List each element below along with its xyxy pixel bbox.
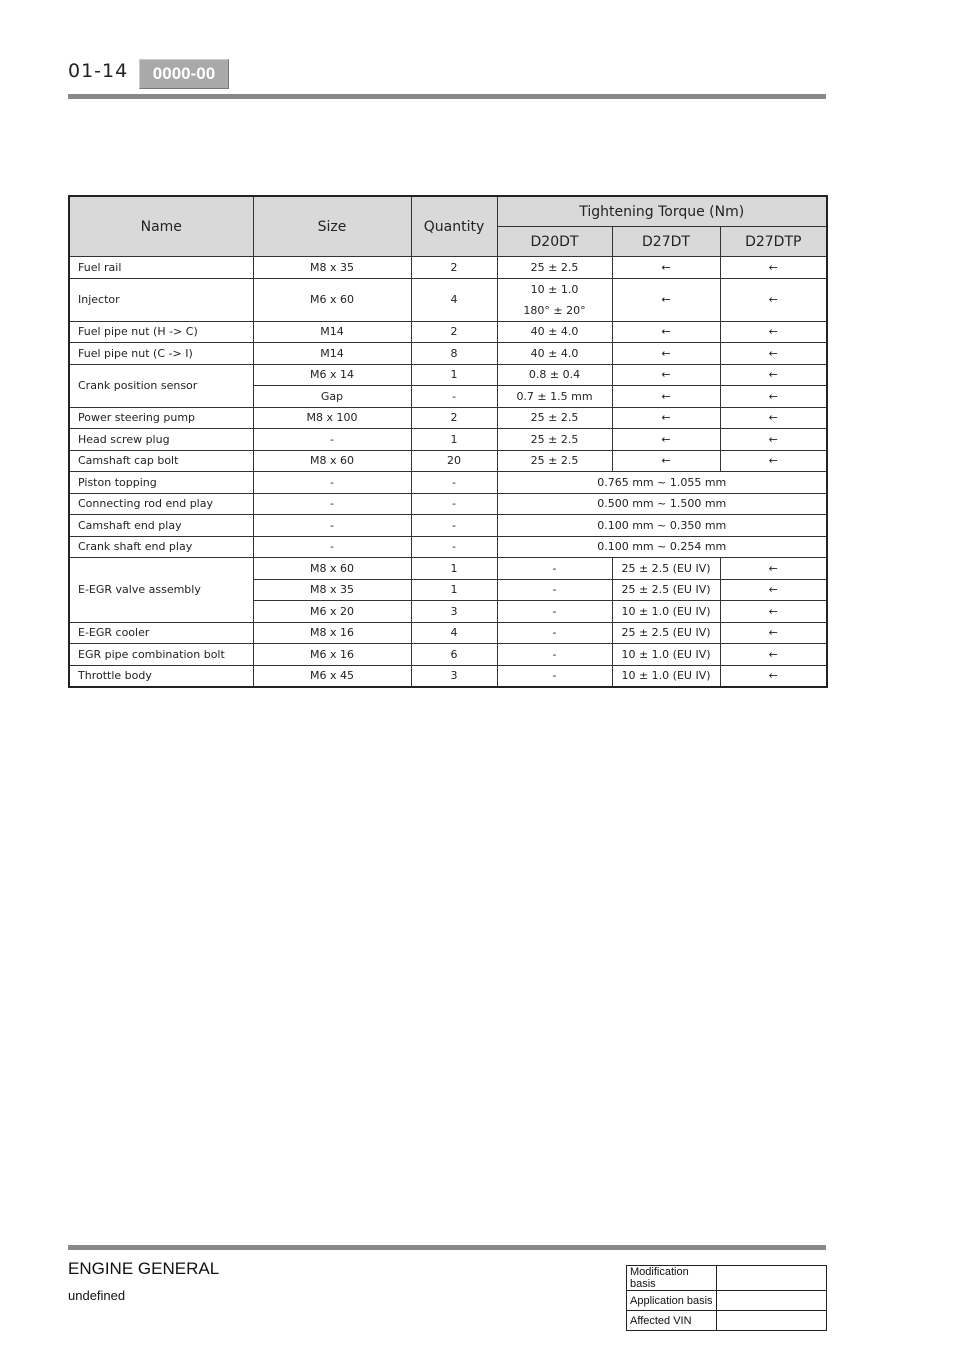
cell-quantity: 8: [411, 343, 497, 365]
application-basis-label: Application basis: [627, 1291, 717, 1311]
cell-size: M14: [253, 321, 411, 343]
cell-d20dt: -: [497, 622, 612, 644]
cell-d27dtp: ←: [720, 558, 827, 580]
table-row: [69, 644, 827, 666]
cell-size: M6 x 16: [253, 644, 411, 666]
cell-size: M8 x 100: [253, 407, 411, 429]
table-row: [69, 257, 827, 279]
table-row: [69, 622, 827, 644]
cell-d27dt: ←: [612, 429, 720, 451]
cell-d27dtp: ←: [720, 321, 827, 343]
cell-quantity: 2: [411, 407, 497, 429]
cell-name: EGR pipe combination bolt: [69, 644, 253, 666]
cell-d27dt: 10 ± 1.0 (EU IV): [612, 601, 720, 623]
cell-d20dt: 0.7 ± 1.5 mm: [497, 386, 612, 408]
cell-quantity: 1: [411, 429, 497, 451]
header-d27dtp: D27DTP: [720, 227, 827, 257]
cell-d27dt: ←: [612, 386, 720, 408]
header-d20dt: D20DT: [497, 227, 612, 257]
cell-d27dt: ←: [612, 364, 720, 386]
cell-d20dt: -: [497, 644, 612, 666]
cell-specification-range: 0.100 mm ~ 0.350 mm: [497, 515, 827, 537]
cell-d27dt: 10 ± 1.0 (EU IV): [612, 644, 720, 666]
cell-name: Injector: [69, 278, 253, 321]
cell-name: Fuel rail: [69, 257, 253, 279]
cell-quantity: 6: [411, 644, 497, 666]
table-row: [69, 364, 827, 386]
cell-quantity: 1: [411, 364, 497, 386]
cell-size: M8 x 35: [253, 579, 411, 601]
table-row: [69, 665, 827, 687]
cell-d27dt: 25 ± 2.5 (EU IV): [612, 579, 720, 601]
cell-d20dt: -: [497, 601, 612, 623]
table-row: [69, 536, 827, 558]
cell-size: M6 x 14: [253, 364, 411, 386]
cell-d20dt: 40 ± 4.0: [497, 343, 612, 365]
header-divider: [68, 94, 826, 99]
cell-d27dtp: ←: [720, 450, 827, 472]
affected-vin-value: [717, 1311, 827, 1331]
cell-size: M6 x 45: [253, 665, 411, 687]
cell-name: Head screw plug: [69, 429, 253, 451]
cell-size: -: [253, 429, 411, 451]
cell-specification-range: 0.100 mm ~ 0.254 mm: [497, 536, 827, 558]
cell-size: M6 x 20: [253, 601, 411, 623]
tightening-torque-table: [68, 195, 828, 688]
cell-size: M8 x 35: [253, 257, 411, 279]
table-row: [69, 278, 827, 321]
cell-d27dtp: ←: [720, 343, 827, 365]
cell-d20dt: 25 ± 2.5: [497, 429, 612, 451]
cell-name: Camshaft cap bolt: [69, 450, 253, 472]
cell-d20dt: -: [497, 558, 612, 580]
table-row: [69, 493, 827, 515]
cell-size: -: [253, 472, 411, 494]
table-row: [69, 407, 827, 429]
cell-specification-range: 0.500 mm ~ 1.500 mm: [497, 493, 827, 515]
cell-d27dtp: ←: [720, 364, 827, 386]
cell-d27dtp: ←: [720, 257, 827, 279]
cell-quantity: 4: [411, 278, 497, 321]
cell-d27dt: ←: [612, 343, 720, 365]
cell-d27dtp: ←: [720, 644, 827, 666]
cell-name: Camshaft end play: [69, 515, 253, 537]
cell-d27dt: ←: [612, 257, 720, 279]
cell-d20dt: 40 ± 4.0: [497, 321, 612, 343]
cell-d27dtp: ←: [720, 622, 827, 644]
cell-d27dt: ←: [612, 321, 720, 343]
cell-quantity: 2: [411, 321, 497, 343]
header-d27dt: D27DT: [612, 227, 720, 257]
table-row: [69, 429, 827, 451]
cell-d27dt: 10 ± 1.0 (EU IV): [612, 665, 720, 687]
cell-d27dt: ←: [612, 278, 720, 321]
header-name: Name: [69, 196, 253, 257]
cell-d27dt: 25 ± 2.5 (EU IV): [612, 558, 720, 580]
cell-d20dt: 25 ± 2.5: [497, 257, 612, 279]
cell-size: M8 x 60: [253, 558, 411, 580]
cell-name: Connecting rod end play: [69, 493, 253, 515]
cell-name: Crank shaft end play: [69, 536, 253, 558]
cell-d20dt: -: [497, 665, 612, 687]
cell-name: E-EGR cooler: [69, 622, 253, 644]
cell-name: Power steering pump: [69, 407, 253, 429]
torque-value: 10 ± 1.0: [530, 282, 579, 296]
table-row: [69, 450, 827, 472]
cell-size: -: [253, 536, 411, 558]
header-quantity: Quantity: [411, 196, 497, 257]
table-row: [69, 515, 827, 537]
cell-d20dt: -: [497, 579, 612, 601]
table-row: [69, 321, 827, 343]
cell-size: -: [253, 515, 411, 537]
cell-d20dt: 0.8 ± 0.4: [497, 364, 612, 386]
table-row: [69, 343, 827, 365]
cell-size: M14: [253, 343, 411, 365]
cell-quantity: 4: [411, 622, 497, 644]
cell-name: Throttle body: [69, 665, 253, 687]
cell-size: -: [253, 493, 411, 515]
cell-quantity: 2: [411, 257, 497, 279]
header-tightening-torque: Tightening Torque (Nm): [497, 196, 827, 227]
cell-quantity: -: [411, 515, 497, 537]
angle-value: 180° ± 20°: [523, 303, 586, 317]
table-row: [69, 472, 827, 494]
footer-divider: [68, 1245, 826, 1250]
cell-quantity: 3: [411, 665, 497, 687]
cell-d27dt: ←: [612, 450, 720, 472]
cell-name: Fuel pipe nut (C -> I): [69, 343, 253, 365]
cell-d27dtp: ←: [720, 665, 827, 687]
table-row: [69, 558, 827, 580]
cell-name: Fuel pipe nut (H -> C): [69, 321, 253, 343]
cell-name: E-EGR valve assembly: [69, 558, 253, 623]
cell-d20dt: 25 ± 2.5: [497, 407, 612, 429]
cell-quantity: 1: [411, 579, 497, 601]
page-number: 01-14: [68, 60, 129, 82]
application-basis-value: [717, 1291, 827, 1311]
cell-size: Gap: [253, 386, 411, 408]
section-title: ENGINE GENERAL: [68, 1259, 220, 1278]
cell-quantity: 20: [411, 450, 497, 472]
cell-d27dt: ←: [612, 407, 720, 429]
section-code-badge: 0000-00: [139, 59, 229, 89]
cell-d27dtp: ←: [720, 429, 827, 451]
cell-quantity: -: [411, 493, 497, 515]
cell-d27dt: 25 ± 2.5 (EU IV): [612, 622, 720, 644]
cell-quantity: -: [411, 472, 497, 494]
cell-d27dtp: ←: [720, 579, 827, 601]
cell-quantity: 1: [411, 558, 497, 580]
cell-d27dtp: ←: [720, 278, 827, 321]
cell-name: Crank position sensor: [69, 364, 253, 407]
modification-info-table: [626, 1265, 827, 1331]
cell-quantity: -: [411, 386, 497, 408]
cell-d20dt: [497, 278, 612, 321]
modification-basis-label: Modification basis: [627, 1266, 717, 1291]
cell-size: M8 x 16: [253, 622, 411, 644]
cell-size: M8 x 60: [253, 450, 411, 472]
cell-specification-range: 0.765 mm ~ 1.055 mm: [497, 472, 827, 494]
modification-basis-value: [717, 1266, 827, 1291]
cell-quantity: -: [411, 536, 497, 558]
header-size: Size: [253, 196, 411, 257]
cell-d27dtp: ←: [720, 601, 827, 623]
cell-name: Piston topping: [69, 472, 253, 494]
cell-d27dtp: ←: [720, 386, 827, 408]
cell-d27dtp: ←: [720, 407, 827, 429]
cell-size: M6 x 60: [253, 278, 411, 321]
cell-d20dt: 25 ± 2.5: [497, 450, 612, 472]
section-subtitle: undefined: [68, 1288, 126, 1303]
affected-vin-label: Affected VIN: [627, 1311, 717, 1331]
cell-quantity: 3: [411, 601, 497, 623]
